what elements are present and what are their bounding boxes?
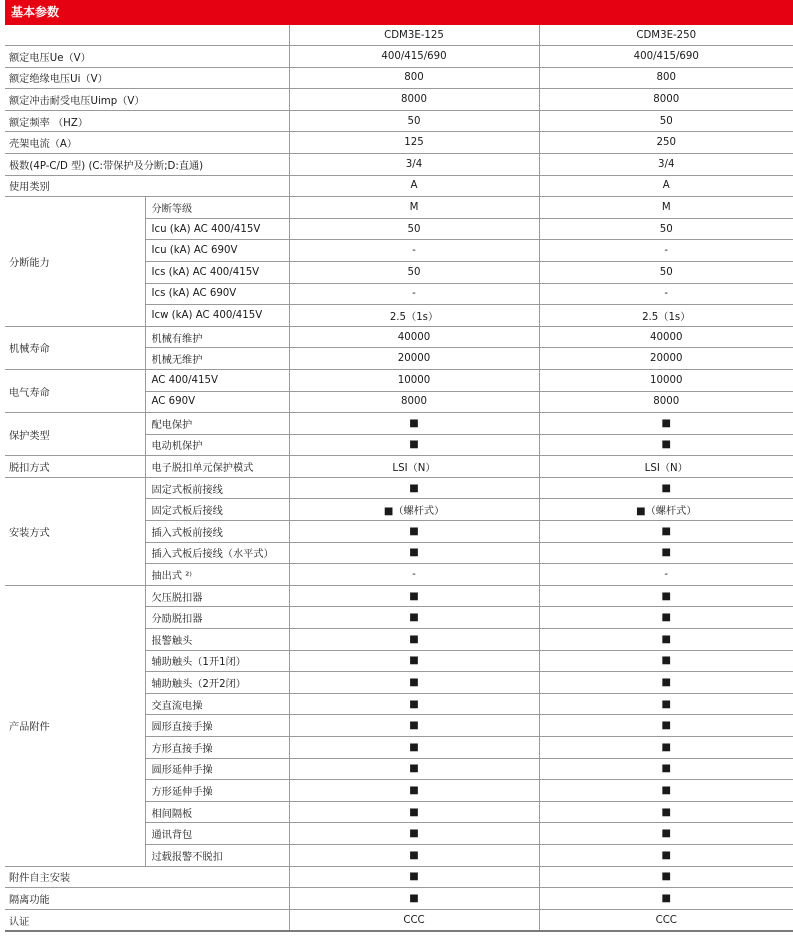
- value-cdm3e-250: ■: [539, 715, 793, 737]
- group-label: 安装方式: [5, 477, 145, 585]
- value-cdm3e-125: -: [289, 283, 539, 305]
- table-row: [5, 326, 793, 348]
- group-label: 分断能力: [5, 197, 145, 327]
- sub-row-label: 机械有维护: [145, 326, 289, 348]
- value-cdm3e-125: -: [289, 240, 539, 262]
- sub-row-label: 抽出式 ²⁾: [145, 564, 289, 586]
- value-cdm3e-125: 50: [289, 261, 539, 283]
- value-cdm3e-250: ■: [539, 650, 793, 672]
- model-header-125: CDM3E-125: [289, 25, 539, 46]
- value-cdm3e-250: LSI（N）: [539, 456, 793, 478]
- table-row: [5, 110, 793, 132]
- group-label: 机械寿命: [5, 326, 145, 369]
- value-cdm3e-250: ■: [539, 888, 793, 910]
- sub-row-label: 分断等级: [145, 197, 289, 219]
- sub-row-label: 电子脱扣单元保护模式: [145, 456, 289, 478]
- sub-row-label: 分励脱扣器: [145, 607, 289, 629]
- value-cdm3e-250: 50: [539, 261, 793, 283]
- value-cdm3e-250: ■: [539, 801, 793, 823]
- value-cdm3e-125: ■: [289, 801, 539, 823]
- value-cdm3e-125: 40000: [289, 326, 539, 348]
- sub-row-label: 过载报警不脱扣: [145, 844, 289, 866]
- sub-row-label: 固定式板前接线: [145, 477, 289, 499]
- value-cdm3e-125: ■: [289, 844, 539, 866]
- section-title: 基本参数: [5, 0, 793, 25]
- group-label: 电气寿命: [5, 369, 145, 412]
- value-cdm3e-125: ■: [289, 866, 539, 888]
- model-header-250: CDM3E-250: [539, 25, 793, 46]
- value-cdm3e-125: ■: [289, 888, 539, 910]
- row-label: 壳架电流（A）: [5, 132, 289, 154]
- value-cdm3e-125: 10000: [289, 369, 539, 391]
- value-cdm3e-125: 50: [289, 110, 539, 132]
- value-cdm3e-125: 125: [289, 132, 539, 154]
- header-row: [5, 25, 793, 46]
- row-label: 隔离功能: [5, 888, 289, 910]
- value-cdm3e-125: 8000: [289, 391, 539, 413]
- value-cdm3e-125: ■: [289, 434, 539, 456]
- value-cdm3e-250: 8000: [539, 391, 793, 413]
- value-cdm3e-250: ■: [539, 866, 793, 888]
- table-row: [5, 456, 793, 478]
- sub-row-label: Icu (kA) AC 400/415V: [145, 218, 289, 240]
- sub-row-label: 固定式板后接线: [145, 499, 289, 521]
- row-label: 使用类别: [5, 175, 289, 197]
- value-cdm3e-125: -: [289, 564, 539, 586]
- value-cdm3e-125: ■: [289, 607, 539, 629]
- value-cdm3e-125: 8000: [289, 89, 539, 111]
- value-cdm3e-125: ■: [289, 650, 539, 672]
- value-cdm3e-250: ■: [539, 607, 793, 629]
- sub-row-label: AC 400/415V: [145, 369, 289, 391]
- table-row: [5, 175, 793, 197]
- value-cdm3e-250: ■: [539, 758, 793, 780]
- row-label: 额定频率 （HZ）: [5, 110, 289, 132]
- value-cdm3e-125: 400/415/690: [289, 46, 539, 68]
- table-row: [5, 132, 793, 154]
- sub-row-label: 方形直接手操: [145, 737, 289, 759]
- value-cdm3e-250: ■: [539, 823, 793, 845]
- value-cdm3e-125: ■: [289, 758, 539, 780]
- value-cdm3e-250: 400/415/690: [539, 46, 793, 68]
- row-label: 额定绝缘电压Ui（V）: [5, 67, 289, 89]
- sub-row-label: 报警触头: [145, 629, 289, 651]
- value-cdm3e-125: CCC: [289, 909, 539, 931]
- value-cdm3e-250: 3/4: [539, 153, 793, 175]
- table-row: [5, 153, 793, 175]
- value-cdm3e-125: A: [289, 175, 539, 197]
- value-cdm3e-250: 250: [539, 132, 793, 154]
- value-cdm3e-125: ■: [289, 521, 539, 543]
- value-cdm3e-125: ■: [289, 672, 539, 694]
- row-label: 额定电压Ue（V）: [5, 46, 289, 68]
- table-row: [5, 477, 793, 499]
- value-cdm3e-125: 20000: [289, 348, 539, 370]
- value-cdm3e-250: ■: [539, 477, 793, 499]
- table-row: [5, 46, 793, 68]
- value-cdm3e-250: ■: [539, 585, 793, 607]
- sub-row-label: 圆形延伸手操: [145, 758, 289, 780]
- value-cdm3e-125: ■: [289, 585, 539, 607]
- value-cdm3e-250: ■: [539, 844, 793, 866]
- value-cdm3e-125: LSI（N）: [289, 456, 539, 478]
- value-cdm3e-250: 10000: [539, 369, 793, 391]
- value-cdm3e-250: ■: [539, 737, 793, 759]
- table-row: [5, 585, 793, 607]
- value-cdm3e-250: ■: [539, 542, 793, 564]
- sub-row-label: 方形延伸手操: [145, 780, 289, 802]
- table-row: [5, 866, 793, 888]
- row-label: 附件自主安装: [5, 866, 289, 888]
- table-row: [5, 909, 793, 931]
- sub-row-label: 欠压脱扣器: [145, 585, 289, 607]
- value-cdm3e-250: -: [539, 283, 793, 305]
- value-cdm3e-125: ■: [289, 715, 539, 737]
- value-cdm3e-250: ■: [539, 434, 793, 456]
- value-cdm3e-250: ■: [539, 413, 793, 435]
- spec-table: [5, 25, 793, 932]
- value-cdm3e-250: 20000: [539, 348, 793, 370]
- value-cdm3e-125: ■: [289, 737, 539, 759]
- sub-row-label: 电动机保护: [145, 434, 289, 456]
- sub-row-label: 插入式板前接线: [145, 521, 289, 543]
- table-row: [5, 197, 793, 219]
- sub-row-label: Ics (kA) AC 690V: [145, 283, 289, 305]
- sub-row-label: AC 690V: [145, 391, 289, 413]
- value-cdm3e-250: 40000: [539, 326, 793, 348]
- sub-row-label: Ics (kA) AC 400/415V: [145, 261, 289, 283]
- value-cdm3e-125: ■: [289, 542, 539, 564]
- value-cdm3e-250: ■: [539, 521, 793, 543]
- value-cdm3e-250: ■: [539, 693, 793, 715]
- sub-row-label: 辅助触头（2开2闭）: [145, 672, 289, 694]
- value-cdm3e-250: ■: [539, 629, 793, 651]
- sub-row-label: Icw (kA) AC 400/415V: [145, 305, 289, 327]
- value-cdm3e-125: ■（螺杆式）: [289, 499, 539, 521]
- sub-row-label: 插入式板后接线（水平式）: [145, 542, 289, 564]
- value-cdm3e-125: ■: [289, 413, 539, 435]
- sub-row-label: Icu (kA) AC 690V: [145, 240, 289, 262]
- value-cdm3e-125: ■: [289, 780, 539, 802]
- row-label: 极数(4P-C/D 型) (C:带保护及分断;D:直通): [5, 153, 289, 175]
- sub-row-label: 交直流电操: [145, 693, 289, 715]
- value-cdm3e-125: 800: [289, 67, 539, 89]
- value-cdm3e-125: ■: [289, 477, 539, 499]
- value-cdm3e-250: M: [539, 197, 793, 219]
- value-cdm3e-125: ■: [289, 823, 539, 845]
- group-label: 脱扣方式: [5, 456, 145, 478]
- sub-row-label: 相间隔板: [145, 801, 289, 823]
- value-cdm3e-250: CCC: [539, 909, 793, 931]
- header-blank: [5, 25, 289, 46]
- sub-row-label: 辅助触头（1开1闭）: [145, 650, 289, 672]
- sub-row-label: 机械无维护: [145, 348, 289, 370]
- value-cdm3e-250: A: [539, 175, 793, 197]
- value-cdm3e-250: 8000: [539, 89, 793, 111]
- value-cdm3e-250: 50: [539, 218, 793, 240]
- group-label: 保护类型: [5, 413, 145, 456]
- value-cdm3e-125: ■: [289, 693, 539, 715]
- table-row: [5, 67, 793, 89]
- value-cdm3e-125: M: [289, 197, 539, 219]
- spec-page: [5, 0, 793, 932]
- value-cdm3e-250: 2.5（1s）: [539, 305, 793, 327]
- table-row: [5, 89, 793, 111]
- value-cdm3e-250: ■: [539, 780, 793, 802]
- value-cdm3e-250: 50: [539, 110, 793, 132]
- value-cdm3e-250: ■（螺杆式）: [539, 499, 793, 521]
- sub-row-label: 通讯背包: [145, 823, 289, 845]
- value-cdm3e-125: 50: [289, 218, 539, 240]
- sub-row-label: 配电保护: [145, 413, 289, 435]
- value-cdm3e-250: 800: [539, 67, 793, 89]
- value-cdm3e-250: ■: [539, 672, 793, 694]
- value-cdm3e-125: 2.5（1s）: [289, 305, 539, 327]
- value-cdm3e-125: 3/4: [289, 153, 539, 175]
- row-label: 额定冲击耐受电压Uimp（V）: [5, 89, 289, 111]
- value-cdm3e-250: -: [539, 240, 793, 262]
- row-label: 认证: [5, 909, 289, 931]
- group-label: 产品附件: [5, 585, 145, 866]
- table-row: [5, 413, 793, 435]
- table-row: [5, 888, 793, 910]
- value-cdm3e-250: -: [539, 564, 793, 586]
- value-cdm3e-125: ■: [289, 629, 539, 651]
- table-row: [5, 369, 793, 391]
- sub-row-label: 圆形直接手操: [145, 715, 289, 737]
